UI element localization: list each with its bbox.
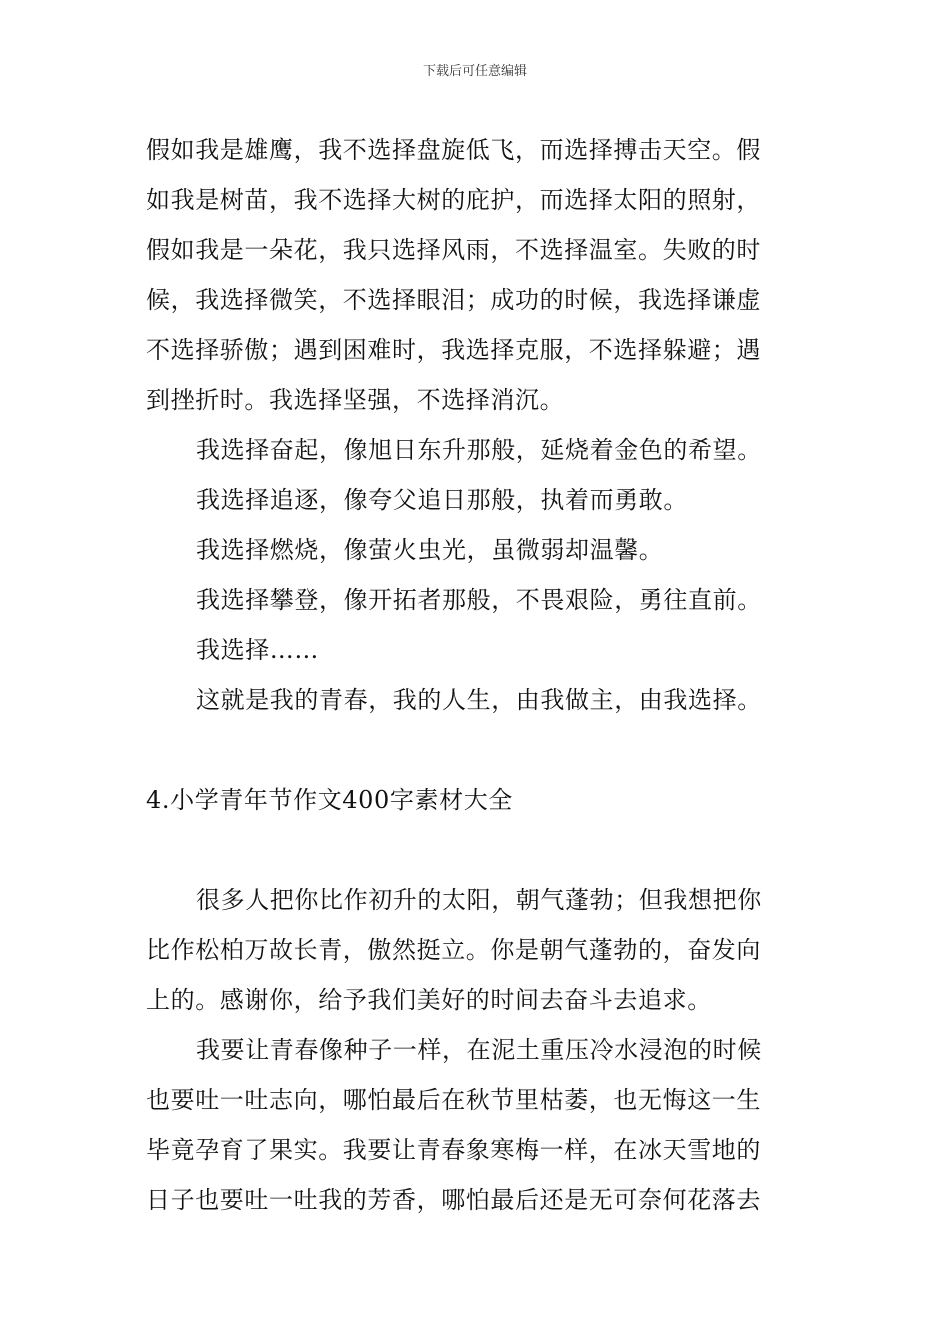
- text-line: 也要吐一吐志向，哪怕最后在秋节里枯萎，也无悔这一生: [146, 1086, 761, 1114]
- text-line: 比作松柏万故长青，傲然挺立。你是朝气蓬勃的，奋发向: [146, 936, 761, 964]
- text-line: 我选择奋起，像旭日东升那般，延烧着金色的希望。: [196, 436, 762, 464]
- text-line: 不选择骄傲；遇到困难时，我选择克服，不选择躲避；遇: [146, 336, 761, 364]
- text-line: 我选择攀登，像开拓者那般，不畏艰险，勇往直前。: [196, 586, 762, 614]
- text-line: 如我是树苗，我不选择大树的庇护，而选择太阳的照射，: [146, 186, 761, 214]
- text-line: 我选择追逐，像夸父追日那般，执着而勇敢。: [196, 486, 688, 514]
- section3-line-2: [146, 475, 808, 525]
- text-line: 很多人把你比作初升的太阳，朝气蓬勃；但我想把你: [196, 886, 762, 914]
- section4-paragraph-1: [146, 875, 808, 1025]
- section4-paragraph-2: [146, 1025, 808, 1225]
- section3-line-5: [146, 625, 808, 675]
- text-line: 我选择……: [196, 636, 319, 664]
- text-line: 候，我选择微笑，不选择眼泪；成功的时候，我选择谦虚: [146, 286, 761, 314]
- section4-heading: 4.小学青年节作文400字素材大全: [146, 786, 513, 814]
- text-line: 我要让青春像种子一样，在泥土重压冷水浸泡的时候: [196, 1036, 762, 1064]
- text-line: 日子也要吐一吐我的芳香，哪怕最后还是无可奈何花落去: [146, 1186, 761, 1214]
- section3-paragraph-1: [146, 125, 808, 425]
- text-line: 假如我是一朵花，我只选择风雨，不选择温室。失败的时: [146, 236, 761, 264]
- document-body: [146, 125, 808, 1225]
- text-line: 上的。感谢你，给予我们美好的时间去奋斗去追求。: [146, 986, 712, 1014]
- section3-line-6: [146, 675, 808, 725]
- section3-line-4: [146, 575, 808, 625]
- text-line: 假如我是雄鹰，我不选择盘旋低飞，而选择搏击天空。假: [146, 136, 761, 164]
- page-header-note: 下载后可任意编辑: [422, 64, 527, 79]
- text-line: 到挫折时。我选择坚强，不选择消沉。: [146, 386, 565, 414]
- text-line: 毕竟孕育了果实。我要让青春象寒梅一样，在冰天雪地的: [146, 1136, 761, 1164]
- text-line: 我选择燃烧，像萤火虫光，虽微弱却温馨。: [196, 536, 664, 564]
- text-line: 这就是我的青春，我的人生，由我做主，由我选择。: [196, 686, 762, 714]
- section3-line-1: [146, 425, 808, 475]
- section3-line-3: [146, 525, 808, 575]
